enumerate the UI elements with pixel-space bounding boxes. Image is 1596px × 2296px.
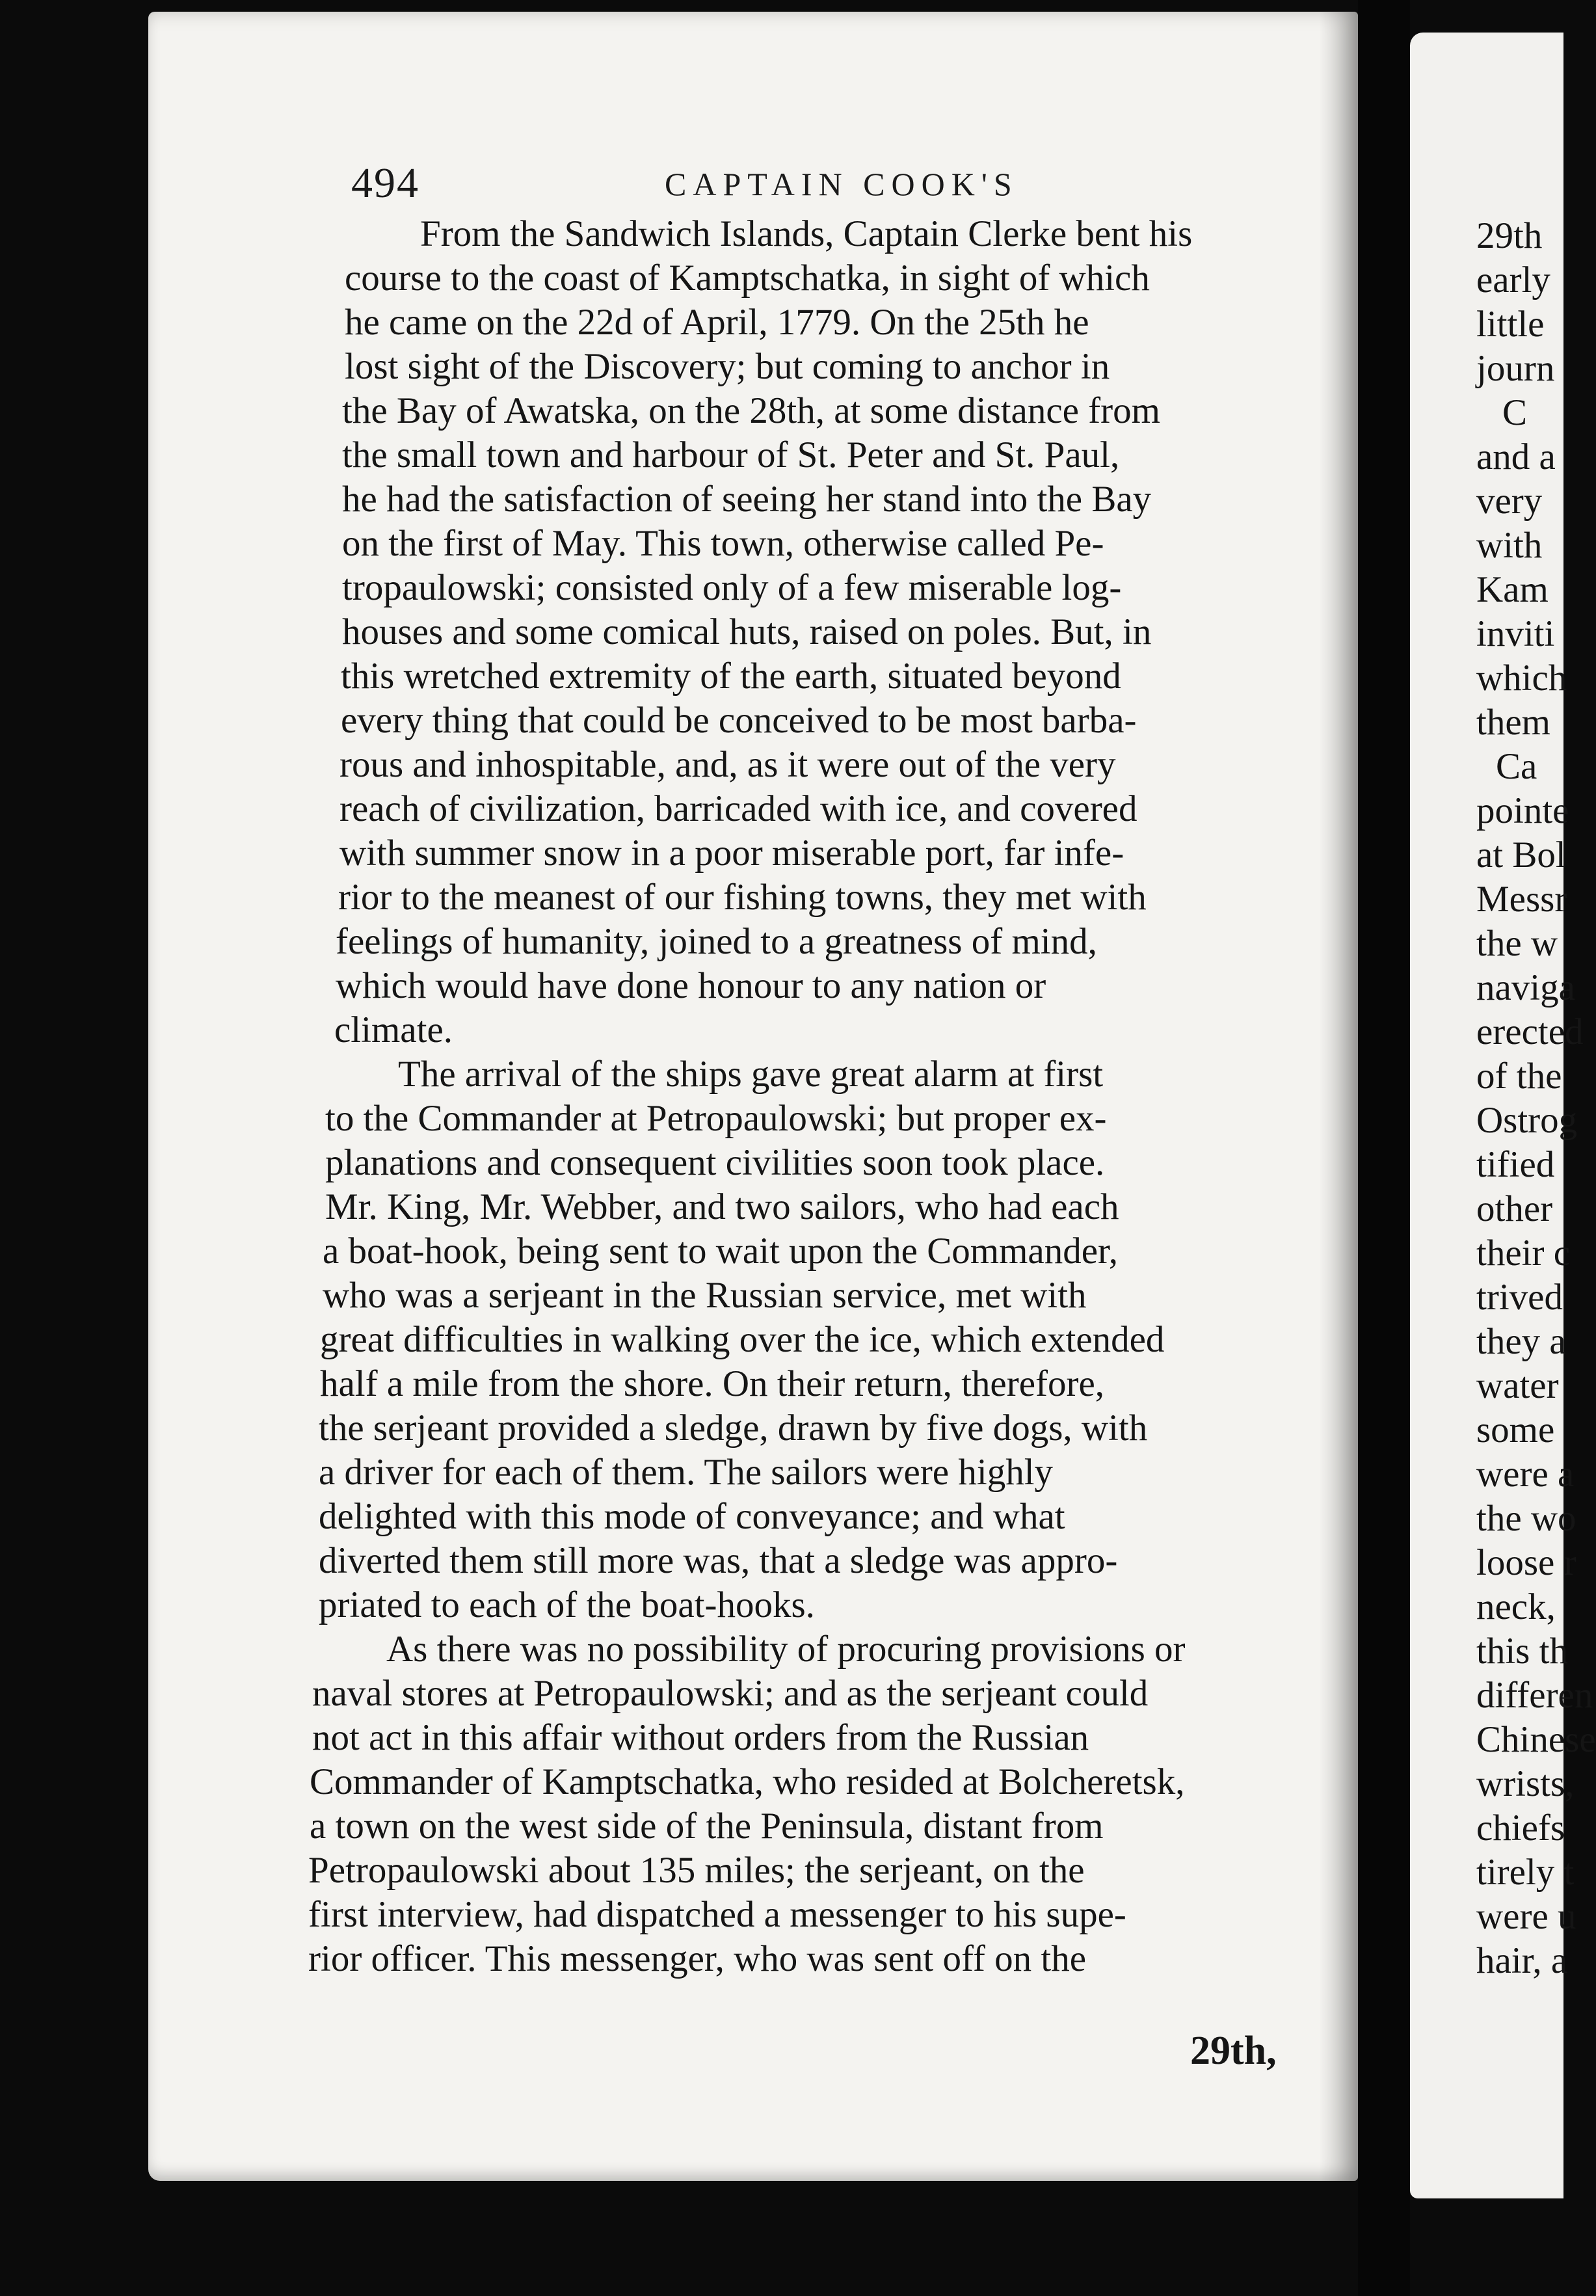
right-page-line: early bbox=[1476, 260, 1550, 300]
text-line: half a mile from the shore. On their return, therefore, bbox=[320, 1363, 1105, 1404]
text-line: on the first of May. This town, otherwise called Pe- bbox=[342, 523, 1104, 564]
page-number: 494 bbox=[351, 159, 419, 207]
text-line: the serjeant provided a sledge, drawn by five dogs, with bbox=[319, 1408, 1148, 1448]
text-line: lost sight of the Discovery; but coming to anchor in bbox=[345, 346, 1110, 387]
text-line: he came on the 22d of April, 1779. On the 25th he bbox=[345, 302, 1089, 343]
text-line: he had the satisfaction of seeing her stand into the Bay bbox=[342, 479, 1152, 520]
text-line: not act in this affair without orders from the Russian bbox=[312, 1717, 1089, 1758]
paragraph-2 bbox=[306, 1052, 1320, 1627]
paragraph-3 bbox=[306, 1627, 1320, 1981]
text-line: From the Sandwich Islands, Captain Clerke bent his bbox=[420, 213, 1193, 254]
page-header bbox=[351, 159, 1340, 211]
right-page-line: loose r bbox=[1476, 1542, 1576, 1583]
right-page-line: them bbox=[1476, 702, 1550, 743]
right-page-line: very bbox=[1476, 481, 1543, 522]
text-line: delighted with this mode of conveyance; and what bbox=[319, 1496, 1065, 1537]
text-line: houses and some comical huts, raised on poles. But, in bbox=[342, 611, 1152, 652]
book-gutter bbox=[1358, 0, 1410, 2296]
text-line: great difficulties in walking over the ice, which extended bbox=[320, 1319, 1165, 1360]
right-page-line: and a bbox=[1476, 436, 1556, 477]
right-page-line: tirely t bbox=[1476, 1852, 1575, 1893]
text-line: the Bay of Awatska, on the 28th, at some distance from bbox=[342, 390, 1160, 431]
right-page-line: they a bbox=[1476, 1321, 1566, 1362]
text-line: Commander of Kamptschatka, who resided at Bolcheretsk, bbox=[310, 1761, 1185, 1802]
right-page-line: Kam bbox=[1476, 569, 1549, 610]
right-page-line: Ostrog bbox=[1476, 1100, 1578, 1141]
text-line: naval stores at Petropaulowski; and as the serjeant could bbox=[312, 1673, 1149, 1714]
right-page-line: tified bbox=[1476, 1144, 1555, 1185]
right-page-line: which bbox=[1476, 658, 1567, 699]
text-line: who was a serjeant in the Russian service, met with bbox=[323, 1275, 1087, 1316]
text-line: rior to the meanest of our fishing towns, they met with bbox=[338, 877, 1147, 918]
right-page-line: water bbox=[1476, 1365, 1559, 1406]
text-line: planations and consequent civilities soon took place. bbox=[325, 1142, 1105, 1183]
text-line: rior officer. This messenger, who was sent off on the bbox=[308, 1938, 1087, 1979]
right-page-line: Chinese bbox=[1476, 1719, 1596, 1760]
text-line: with summer snow in a poor miserable port, far infe- bbox=[339, 833, 1124, 874]
text-line: diverted them still more was, that a sledge was appro- bbox=[319, 1540, 1118, 1581]
right-page-line: were u bbox=[1476, 1896, 1576, 1937]
right-page-line: inviti bbox=[1476, 613, 1555, 654]
text-line: to the Commander at Petropaulowski; but proper ex- bbox=[325, 1098, 1107, 1139]
text-line: The arrival of the ships gave great alarm at first bbox=[398, 1054, 1104, 1095]
right-page-line: were a bbox=[1476, 1454, 1575, 1495]
right-page-line: trived bbox=[1476, 1277, 1563, 1318]
text-line: Petropaulowski about 135 miles; the serjeant, on the bbox=[308, 1850, 1085, 1891]
right-page-line: the w bbox=[1476, 923, 1558, 964]
text-line: which would have done honour to any nation or bbox=[336, 965, 1046, 1006]
text-line: a town on the west side of the Peninsula, distant from bbox=[310, 1806, 1104, 1847]
right-page-line: Messr bbox=[1476, 879, 1567, 920]
right-page-line: naviga bbox=[1476, 967, 1575, 1008]
right-page-line: pointe bbox=[1476, 790, 1569, 831]
text-line: this wretched extremity of the earth, situated beyond bbox=[341, 656, 1121, 697]
catchword: 29th, bbox=[1190, 2029, 1277, 2073]
right-page-line: journ bbox=[1476, 348, 1555, 389]
right-page-line: some bbox=[1476, 1409, 1555, 1450]
right-page-line: chiefs bbox=[1476, 1808, 1565, 1849]
right-book-page bbox=[1410, 33, 1563, 2198]
right-page-line: differen bbox=[1476, 1675, 1593, 1716]
text-line: As there was no possibility of procuring provisions or bbox=[386, 1629, 1186, 1670]
text-line: Mr. King, Mr. Webber, and two sailors, who had each bbox=[325, 1186, 1119, 1227]
right-page-line: other bbox=[1476, 1188, 1553, 1229]
text-line: a driver for each of them. The sailors were highly bbox=[319, 1452, 1054, 1493]
text-line: tropaulowski; consisted only of a few miserable log- bbox=[342, 567, 1122, 608]
right-page-line: with bbox=[1476, 525, 1543, 566]
text-line: a boat-hook, being sent to wait upon the Commander, bbox=[323, 1231, 1118, 1272]
text-line: course to the coast of Kamptschatka, in sight of which bbox=[345, 258, 1150, 299]
right-page-line: Ca bbox=[1496, 746, 1537, 787]
right-page-line: hair, a bbox=[1476, 1940, 1568, 1981]
right-page-line: erected bbox=[1476, 1011, 1584, 1052]
running-head: CAPTAIN COOK'S bbox=[665, 166, 1018, 202]
text-line: first interview, had dispatched a messenger to his supe- bbox=[308, 1894, 1126, 1935]
text-line: rous and inhospitable, and, as it were out of the very bbox=[339, 744, 1116, 785]
text-line: climate. bbox=[334, 1009, 453, 1050]
text-body bbox=[306, 212, 1320, 1981]
right-page-line: at Bol bbox=[1476, 834, 1566, 875]
right-page-line: neck, bbox=[1476, 1586, 1556, 1627]
right-page-line: little bbox=[1476, 304, 1545, 345]
text-line: every thing that could be conceived to be most barba- bbox=[341, 700, 1137, 741]
right-page-line: C bbox=[1502, 392, 1528, 433]
paragraph-1 bbox=[306, 212, 1320, 1052]
text-line: reach of civilization, barricaded with ice, and covered bbox=[339, 788, 1137, 829]
right-page-line: this th bbox=[1476, 1631, 1568, 1672]
text-line: priated to each of the boat-hooks. bbox=[319, 1584, 815, 1625]
text-line: feelings of humanity, joined to a greatness of mind, bbox=[336, 921, 1097, 962]
right-page-line: of the bbox=[1476, 1056, 1562, 1097]
right-page-line: their c bbox=[1476, 1233, 1571, 1274]
right-page-line: wrists, bbox=[1476, 1763, 1575, 1804]
right-page-line: 29th bbox=[1476, 215, 1543, 256]
right-page-line: the wo bbox=[1476, 1498, 1576, 1539]
text-line: the small town and harbour of St. Peter and St. Paul, bbox=[342, 434, 1120, 475]
